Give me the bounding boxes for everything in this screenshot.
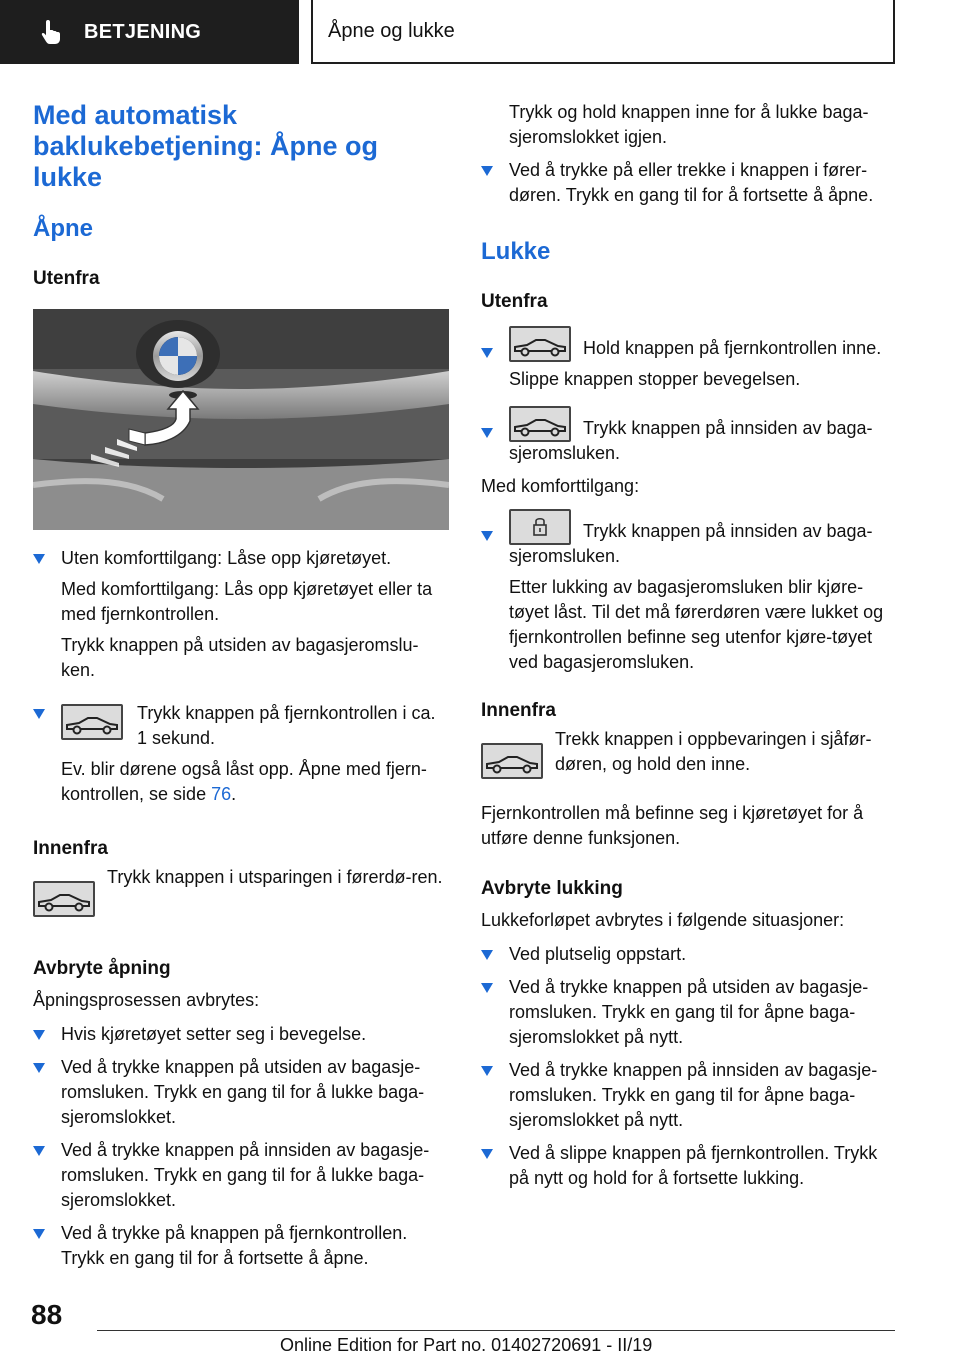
lock-icon	[509, 509, 571, 545]
left-column	[33, 100, 449, 1271]
list-item	[33, 1055, 449, 1130]
bullet-icon	[33, 554, 45, 564]
car-tailgate-icon	[481, 743, 543, 779]
inside-text: Trekk knappen i oppbevaringen i sjåfør-døren, og hold den inne.	[555, 729, 872, 774]
list-item	[481, 975, 897, 1050]
list-item	[481, 509, 897, 675]
bullet-icon	[481, 983, 493, 993]
bullet-icon	[481, 428, 493, 438]
section-label: BETJENING	[84, 20, 202, 43]
continued-text: Trykk og hold knappen inne for å lukke baga-sjeromslokket igjen.	[509, 102, 869, 147]
bullet-icon	[33, 1030, 45, 1040]
car-tailgate-icon	[509, 406, 571, 442]
main-heading: Med automatisk baklukebetjening: Åpne og lukke	[33, 100, 379, 192]
bullet-icon	[481, 950, 493, 960]
list-item	[481, 942, 897, 967]
list-item-text: Ved å trykke knappen på utsiden av bagasje-romsluken. Trykk en gang til for åpne baga-sjeromslokket på nytt.	[509, 977, 869, 1047]
open-heading: Åpne	[33, 215, 93, 242]
list-item-text: Ved å trykke knappen på innsiden av bagasje-romsluken. Trykk en gang til for åpne baga-sjeromslokket på nytt.	[509, 1060, 878, 1130]
car-tailgate-icon	[33, 881, 95, 917]
list-item-text: Ved å trykke knappen på innsiden av bagasje-romsluken. Trykk en gang til for å lukke baga-sjeromslokket.	[61, 1140, 430, 1210]
hand-pointer-icon	[40, 19, 64, 45]
bullet-icon	[33, 709, 45, 719]
inside-row	[33, 865, 449, 917]
inside-row	[481, 727, 897, 779]
list-item	[481, 158, 897, 208]
list-item-text: Hold knappen på fjernkontrollen inne.	[583, 338, 882, 358]
bullet-icon	[481, 166, 493, 176]
inside-text: Trykk knappen i utsparingen i førerdø-ren.	[107, 867, 443, 887]
cancel-heading: Avbryte lukking	[481, 878, 623, 899]
list-item-extra: Slippe knappen stopper bevegelsen.	[509, 369, 801, 389]
list-item-text: Trykk knappen på fjernkontrollen i ca. 1 sekund.	[137, 703, 436, 748]
reference-end: .	[231, 784, 237, 804]
cancel-intro: Åpningsprosessen avbrytes:	[33, 990, 260, 1010]
remote-note: Fjernkontrollen må befinne seg i kjøretøyet for å utføre denne funksjonen.	[481, 803, 864, 848]
inside-heading: Innenfra	[33, 838, 108, 859]
cancel-intro: Lukkeforløpet avbrytes i følgende situasjoner:	[481, 910, 845, 930]
page-number: 88	[31, 1299, 63, 1330]
list-item-text: Med komforttilgang: Lås opp kjøretøyet eller ta med fjernkontrollen.	[61, 579, 433, 624]
list-item-text: Ved å trykke på knappen på fjernkontrollen. Trykk en gang til for å fortsette å åpne.	[61, 1223, 408, 1268]
list-item-text: Ved å trykke knappen på utsiden av bagasje-romsluken. Trykk en gang til for å lukke baga-sjeromslokket.	[61, 1057, 425, 1127]
chapter-header	[311, 0, 895, 64]
list-item	[481, 326, 897, 392]
cancel-heading: Avbryte åpning	[33, 958, 171, 979]
tailgate-illustration	[33, 309, 449, 530]
list-item	[481, 406, 897, 466]
chapter-title: Åpne og lukke	[328, 19, 455, 42]
list-item	[481, 1058, 897, 1133]
list-item-extra	[61, 757, 449, 807]
bullet-icon	[481, 1066, 493, 1076]
section-header	[0, 0, 299, 64]
comfort-label: Med komforttilgang:	[481, 476, 640, 496]
list-item	[33, 1022, 449, 1047]
list-item-text: Ved plutselig oppstart.	[509, 944, 687, 964]
inside-heading: Innenfra	[481, 700, 556, 721]
list-item-text: Trykk knappen på innsiden av baga-sjeromsluken.	[509, 418, 873, 463]
list-item	[481, 1141, 897, 1191]
list-item-text: Ved å slippe knappen på fjernkontrollen. Trykk på nytt og hold for å fortsette lukking.	[509, 1143, 878, 1188]
list-item-text: Ved å trykke på eller trekke i knappen i fører-døren. Trykk en gang til for å fortsette å åpne.	[509, 160, 874, 205]
list-item-text: Uten komforttilgang: Låse opp kjøretøyet.	[61, 548, 392, 568]
car-tailgate-icon	[61, 704, 123, 740]
page-reference-link[interactable]: 76	[211, 784, 232, 804]
footer-divider	[97, 1330, 895, 1331]
bullet-icon	[481, 1149, 493, 1159]
bullet-icon	[33, 1229, 45, 1239]
list-item-text: Hvis kjøretøyet setter seg i bevegelse.	[61, 1024, 367, 1044]
car-tailgate-icon	[509, 326, 571, 362]
tailgate-photo	[33, 309, 449, 530]
edition-text: Online Edition for Part no. 01402720691 - II/19	[280, 1335, 653, 1355]
list-item-text: Trykk knappen på utsiden av bagasjeromslu-ken.	[61, 635, 419, 680]
list-item	[33, 1138, 449, 1213]
list-item-extra: Etter lukking av bagasjeromsluken blir kjøre-tøyet låst. Til det må førerdøren være lukket og fjernkontrollen befinne seg utenfor kjøre-tøyet ved bagasjeromsluken.	[509, 577, 884, 672]
bullet-icon	[33, 1146, 45, 1156]
close-heading: Lukke	[481, 238, 551, 265]
reference-text: Ev. blir dørene også låst opp. Åpne med fjern-kontrollen, se side	[61, 759, 427, 804]
list-item-text: Trykk knappen på innsiden av baga-sjeromsluken.	[509, 521, 873, 566]
list-item	[33, 546, 449, 683]
list-item	[33, 1221, 449, 1271]
bullet-icon	[33, 1063, 45, 1073]
bullet-icon	[481, 348, 493, 358]
outside-heading: Utenfra	[481, 291, 548, 312]
list-item	[33, 701, 449, 807]
outside-heading: Utenfra	[33, 268, 100, 289]
right-column	[481, 100, 897, 1191]
bullet-icon	[481, 531, 493, 541]
